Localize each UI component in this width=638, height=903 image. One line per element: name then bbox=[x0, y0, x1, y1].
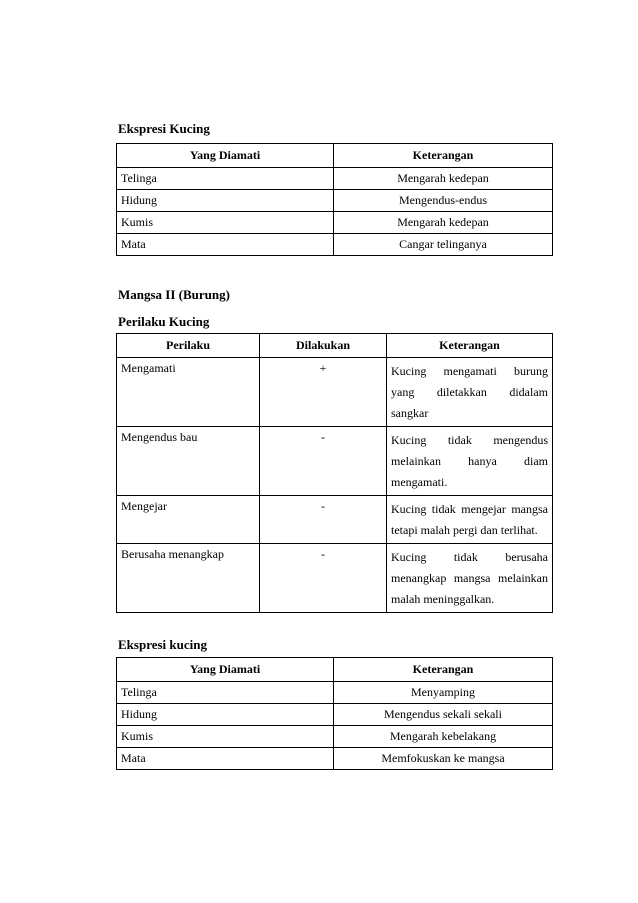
cell-dilakukan: - bbox=[260, 544, 387, 613]
table-row bbox=[117, 496, 553, 544]
keterangan-line: Kucing tidak mengejar mangsa bbox=[391, 502, 548, 516]
cell-perilaku: Berusaha menangkap bbox=[117, 544, 260, 613]
table-header-row bbox=[117, 658, 553, 682]
table-header-row bbox=[117, 144, 553, 168]
table-row bbox=[117, 544, 553, 613]
keterangan-line: malah meninggalkan. bbox=[391, 592, 495, 606]
table-row bbox=[117, 358, 553, 427]
cell-dilakukan: - bbox=[260, 496, 387, 544]
keterangan-line: melainkan hanya diam bbox=[391, 454, 548, 468]
header-keterangan: Keterangan bbox=[387, 334, 553, 358]
cell-observed: Hidung bbox=[117, 190, 334, 212]
cell-description: Mengendus-endus bbox=[334, 190, 553, 212]
cell-perilaku: Mengendus bau bbox=[117, 427, 260, 496]
table-row bbox=[117, 168, 553, 190]
section-title-ekspresi-kucing: Ekspresi Kucing bbox=[118, 121, 210, 136]
table-row bbox=[117, 190, 553, 212]
cell-dilakukan: - bbox=[260, 427, 387, 496]
header-keterangan: Keterangan bbox=[334, 144, 553, 168]
cell-observed: Mata bbox=[117, 748, 334, 770]
table-row bbox=[117, 748, 553, 770]
expression-table-1 bbox=[116, 143, 553, 256]
cell-observed: Telinga bbox=[117, 682, 334, 704]
table-row bbox=[117, 212, 553, 234]
cell-keterangan bbox=[387, 496, 553, 544]
table-row bbox=[117, 427, 553, 496]
table-header-row bbox=[117, 334, 553, 358]
table-row bbox=[117, 726, 553, 748]
cell-description: Mengarah kebelakang bbox=[334, 726, 553, 748]
expression-table-2 bbox=[116, 657, 553, 770]
keterangan-line: Kucing tidak berusaha bbox=[391, 550, 548, 564]
keterangan-line: sangkar bbox=[391, 406, 429, 420]
cell-keterangan bbox=[387, 544, 553, 613]
cell-description: Mengendus sekali sekali bbox=[334, 704, 553, 726]
cell-dilakukan: + bbox=[260, 358, 387, 427]
cell-observed: Mata bbox=[117, 234, 334, 256]
header-yang-diamati: Yang Diamati bbox=[117, 658, 334, 682]
cell-observed: Kumis bbox=[117, 726, 334, 748]
cell-description: Cangar telinganya bbox=[334, 234, 553, 256]
cell-observed: Hidung bbox=[117, 704, 334, 726]
header-dilakukan: Dilakukan bbox=[260, 334, 387, 358]
cell-keterangan bbox=[387, 358, 553, 427]
table-row bbox=[117, 234, 553, 256]
table-row bbox=[117, 704, 553, 726]
cell-description: Mengarah kedepan bbox=[334, 168, 553, 190]
cell-perilaku: Mengamati bbox=[117, 358, 260, 427]
section-title-ekspresi-kucing-2: Ekspresi kucing bbox=[118, 637, 207, 652]
table-row bbox=[117, 682, 553, 704]
keterangan-line: tetapi malah pergi dan terlihat. bbox=[391, 523, 538, 537]
cell-keterangan bbox=[387, 427, 553, 496]
cell-perilaku: Mengejar bbox=[117, 496, 260, 544]
header-keterangan: Keterangan bbox=[334, 658, 553, 682]
cell-observed: Telinga bbox=[117, 168, 334, 190]
keterangan-line: Kucing tidak mengendus bbox=[391, 433, 548, 447]
cell-description: Menyamping bbox=[334, 682, 553, 704]
section-title-mangsa-ii: Mangsa II (Burung) bbox=[118, 287, 230, 302]
behavior-table bbox=[116, 333, 553, 613]
cell-description: Mengarah kedepan bbox=[334, 212, 553, 234]
section-subtitle-perilaku-kucing: Perilaku Kucing bbox=[118, 314, 210, 329]
keterangan-line: Kucing mengamati burung bbox=[391, 364, 548, 378]
keterangan-line: menangkap mangsa melainkan bbox=[391, 571, 548, 585]
header-perilaku: Perilaku bbox=[117, 334, 260, 358]
cell-description: Memfokuskan ke mangsa bbox=[334, 748, 553, 770]
cell-observed: Kumis bbox=[117, 212, 334, 234]
header-yang-diamati: Yang Diamati bbox=[117, 144, 334, 168]
keterangan-line: mengamati. bbox=[391, 475, 448, 489]
keterangan-line: yang diletakkan didalam bbox=[391, 385, 548, 399]
